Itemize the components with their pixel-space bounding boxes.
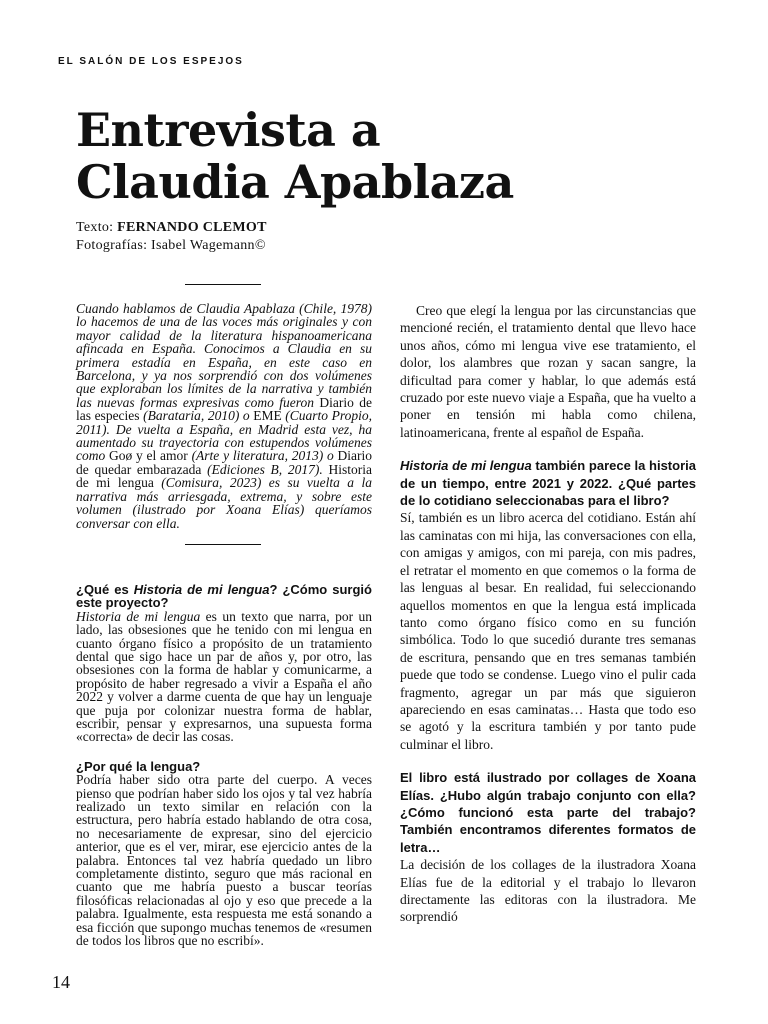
credits-divider xyxy=(185,284,261,285)
page-number: 14 xyxy=(52,972,70,992)
question-4: El libro está ilustrado por collages de Xoana Elías. ¿Hubo algún trabajo conjunto con ella? ¿Cómo funcionó esta parte del trabajo? También encontramos diferentes formatos de letra… xyxy=(400,770,696,855)
text-credit-label: Texto: xyxy=(76,220,118,235)
question-2: ¿Por qué la lengua? xyxy=(76,758,201,774)
author-name: FERNANDO CLEMOT xyxy=(117,220,267,235)
answer-3: Sí, también es un libro acerca del cotidiano. Están ahí las caminatas con mi hija, las conversaciones con ella, con amigas y amigos, con mi pareja, con mis padres, el retratar el momento en que comemos o la forma de las lenguas al besar. En realidad, fui seleccionando aquellos momentos en que la lengua está implicada tanto como órgano físico como en su función simbólica. Todo lo que sucedió durante tres semanas de escritura, pensando que en tres semanas también puede que todo se condense. Luego vino el pulir cada fragmento, agregar un par más que siguieron apareciendo en esas caminatas… Hasta que todo eso se agotó y la escritura también y por tanto pude culminar el libro. xyxy=(400,510,696,752)
question-1: ¿Qué es Historia de mi lengua? ¿Cómo surgió este proyecto? xyxy=(76,581,372,611)
section-label: EL SALÓN DE LOS ESPEJOS xyxy=(58,56,244,67)
left-column xyxy=(76,302,372,947)
answer-1: Historia de mi lengua es un texto que narra, por un lado, las obsesiones que he tenido con mi lengua en cuanto órgano físico a propósito de un tratamiento dental que sigo hace un par de años y, por otro, las obsesiones con la forma de hablar y comunicarme, a propósito de haber regresado a vivir a España el año 2022 y volver a darme cuenta de que hay un lenguaje que puja por colonizar nuestra forma de hablar, escribir, pensar y expresarnos, una supuesta forma «correcta» de decir las cosas. xyxy=(76,608,372,745)
article-title-line-1: Entrevista a xyxy=(76,103,381,157)
text-credit xyxy=(76,219,476,237)
right-column xyxy=(400,302,696,926)
article-title xyxy=(76,104,716,208)
answer-4: La decisión de los collages de la ilustradora Xoana Elías fue de la editorial y el trabajo lo llevaron directamente las editoras con la ilustradora. Me sorprendió xyxy=(400,857,696,925)
article-title-line-2: Claudia Apablaza xyxy=(76,155,514,209)
intro-paragraph: Cuando hablamos de Claudia Apablaza (Chile, 1978) lo hacemos de una de las voces más originales y con mayor calidad de la literatura hispanoamericana afincada en España. Conocimos a Claudia en su primera estadía en España, en este caso en Barcelona, y ya nos sorprendió con dos volúmenes que exploraban los límites de la narrativa y también las nuevas formas expresivas como fueron Diario de las especies (Barataria, 2010) o EME (Cuarto Propio, 2011). De vuelta a España, en Madrid esta vez, ha aumentado su trayectoria con estupendos volúmenes como Goø y el amor (Arte y literatura, 2013) o Diario de quedar embarazada (Ediciones B, 2017). Historia de mi lengua (Comisura, 2023) es su vuelta a la narrativa más arriesgada, extrema, y sobre este volumen (ilustrado por Xoana Elías) queríamos conversar con ella. xyxy=(76,301,373,531)
answer-2-part-2: Creo que elegí la lengua por las circunstancias que mencioné recién, el tratamiento dental que llevo hace unos años, cómo mi lengua vive ese tratamiento, el dolor, los alambres que rozan y sacan sangre, la dificultad para comer y hablar, lo que además está cruzado por este nuevo viaje a España, que ha vuelto a poner en tensión mi habla como chilena, latinoamericana, frente al español de España. xyxy=(400,303,696,440)
question-3: Historia de mi lengua también parece la historia de un tiempo, entre 2021 y 2022. ¿Qué partes de lo cotidiano seleccionabas para el libro? xyxy=(400,458,696,509)
photo-credit: Fotografías: Isabel Wagemann© xyxy=(76,238,266,253)
answer-2-part-1: Podría haber sido otra parte del cuerpo. A veces pienso que podrían haber sido los ojos y tal vez habría realizado un texto similar en relación con la estructura, pero habría estado hablando de otra cosa, no necesariamente de expresar, sino del ejercicio anterior, que es el ver, mirar, ese ejercicio antes de la palabra. Entonces tal vez habría quedado un libro completamente distinto, seguro que más racional en cuanto que me habría puesto a buscar teorías filosóficas relacionadas al ojo y eso que precede a la palabra. Igualmente, esta respuesta me está sonando a esa ficción que supongo muchas tenemos de «resumen de todos los libros que no escribí». xyxy=(76,772,372,949)
intro-divider xyxy=(185,544,261,545)
article-credits xyxy=(76,219,476,255)
